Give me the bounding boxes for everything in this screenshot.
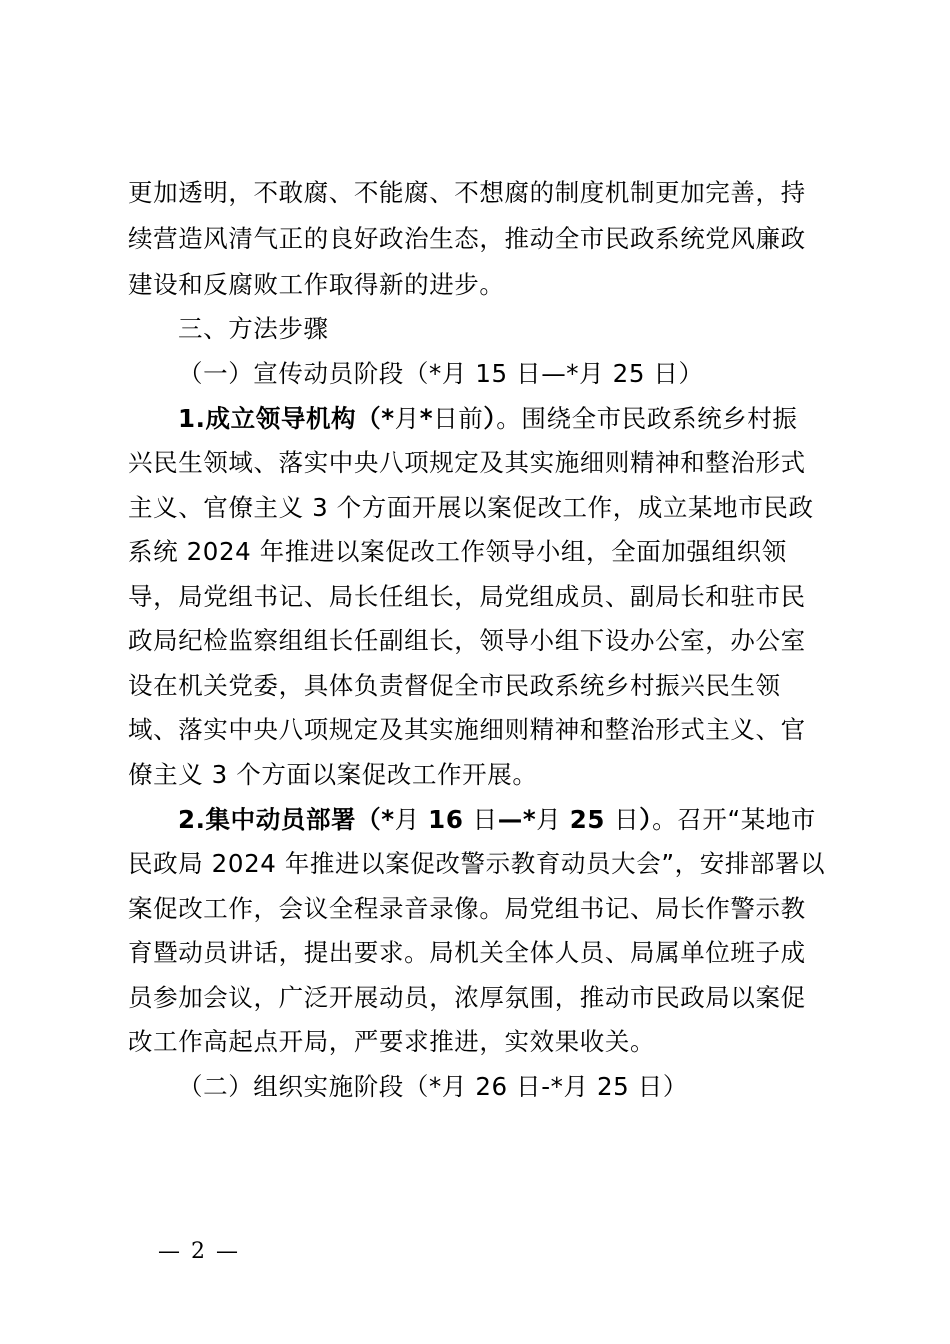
text-line (128, 847, 825, 881)
text-segment: 设在机关党委，具体负责督促全市民政系统乡村振兴民生领 (128, 671, 781, 700)
text-segment: 政局纪检监察组组长任副组长，领导小组下设办公室，办公室 (128, 626, 806, 655)
text-line (128, 981, 806, 1015)
page-number: — 2 — (158, 1239, 240, 1264)
text-segment: 。围绕全市民政系统乡村振 (496, 404, 798, 433)
text-segment: 民政局 2024 年推进以案促改警示教育动员大会”，安排部署以 (128, 849, 826, 878)
text-segment: 域、落实中央八项规定及其实施细则精神和整治形式主义、官 (128, 715, 806, 744)
text-line (128, 176, 806, 210)
text-segment: 案促改工作，会议全程录音录像。局党组书记、局长作警示教 (128, 894, 806, 923)
text-segment: 僚主义 3 个方面以案促改工作开展。 (128, 760, 538, 789)
text-line (128, 580, 806, 614)
bold-text-segment: ） (483, 404, 497, 433)
text-line (178, 357, 704, 391)
text-segment: （二）组织实施阶段（*月 26 日-*月 25 日） (178, 1072, 688, 1101)
text-line (128, 491, 814, 525)
bold-text-segment: 1.成立领导机构（* (178, 404, 395, 433)
text-segment: 日前 (433, 404, 484, 433)
text-line (128, 713, 806, 747)
text-segment: 更加透明，不敢腐、不能腐、不想腐的制度机制更加完善，持 (128, 178, 806, 207)
text-segment: 育暨动员讲话，提出要求。局机关全体人员、局属单位班子成 (128, 938, 806, 967)
text-segment: 日 (472, 805, 498, 834)
text-line (128, 446, 806, 480)
bold-text-segment: * (419, 404, 434, 433)
text-line (128, 624, 806, 658)
bold-text-segment: ） (639, 805, 653, 834)
text-segment: 三、方法步骤 (178, 314, 329, 343)
text-segment: 系统 2024 年推进以案促改工作领导小组，全面加强组织领 (128, 537, 787, 566)
text-line (128, 892, 806, 926)
text-segment: 员参加会议，广泛开展动员，浓厚氛围，推动市民政局以案促 (128, 983, 806, 1012)
text-segment: （一）宣传动员阶段（*月 15 日—*月 25 日） (178, 359, 704, 388)
text-line (128, 1025, 655, 1059)
text-segment: 月 (394, 805, 429, 834)
text-line (128, 222, 806, 256)
text-line (178, 312, 329, 346)
text-line (128, 669, 781, 703)
bold-text-segment: 2.集中动员部署（* (178, 805, 395, 834)
text-line (178, 803, 816, 837)
text-line (128, 936, 806, 970)
text-segment: 日 (614, 805, 640, 834)
text-segment: 月 (536, 805, 570, 834)
text-line (178, 402, 797, 436)
text-line (128, 535, 787, 569)
text-segment: 续营造风清气正的良好政治生态，推动全市民政系统党风廉政 (128, 224, 806, 253)
text-line (128, 268, 505, 302)
text-segment: 导，局党组书记、局长任组长，局党组成员、副局长和驻市民 (128, 582, 806, 611)
text-line (128, 758, 537, 792)
text-line (178, 1070, 688, 1104)
text-segment: 建设和反腐败工作取得新的进步。 (128, 270, 505, 299)
bold-text-segment: 16 (428, 805, 473, 834)
text-segment: 改工作高起点开局，严要求推进，实效果收关。 (128, 1027, 656, 1056)
text-segment: 主义、官僚主义 3 个方面开展以案促改工作，成立某地市民政 (128, 493, 814, 522)
text-segment: 兴民生领域、落实中央八项规定及其实施细则精神和整治形式 (128, 448, 806, 477)
bold-text-segment: 25 (569, 805, 615, 834)
text-segment: 。召开“某地市 (652, 805, 817, 834)
bold-text-segment: —* (497, 805, 537, 834)
text-segment: 月 (394, 404, 420, 433)
